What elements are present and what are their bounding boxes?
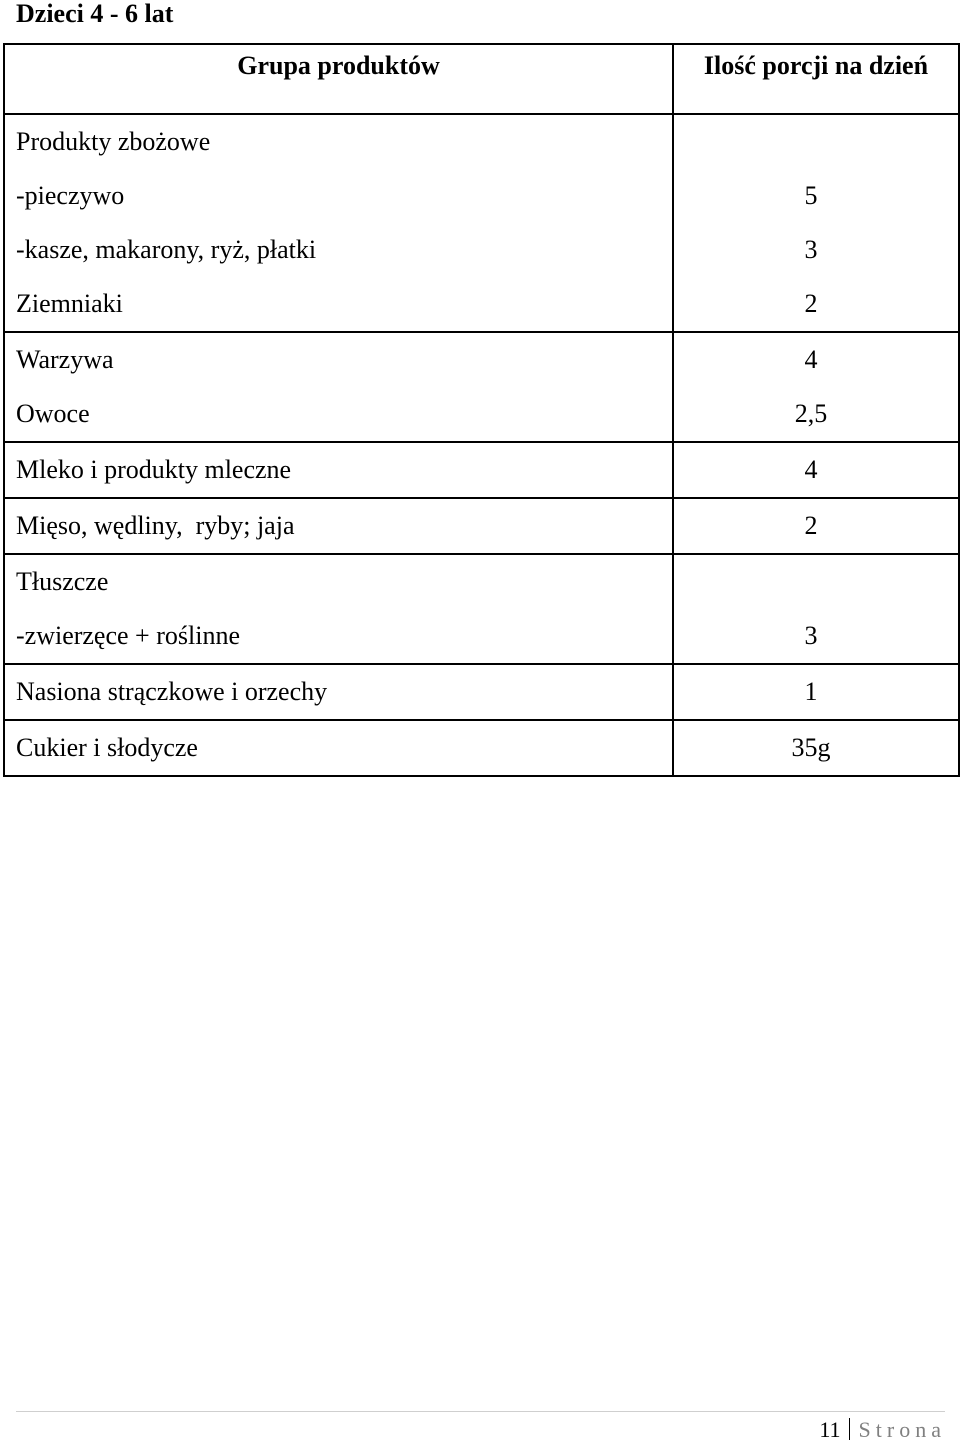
product-group-cell	[4, 332, 673, 442]
product-group-cell	[4, 554, 673, 664]
table-row	[4, 332, 959, 442]
portion-value: 2,5	[794, 399, 828, 428]
table-row	[4, 114, 959, 332]
page-number: 11	[819, 1417, 841, 1442]
portions-cell	[673, 498, 959, 554]
product-group-cell	[4, 498, 673, 554]
portion-value	[674, 555, 958, 609]
product-name: Cukier i słodycze	[16, 733, 198, 762]
product-name: -pieczywo	[16, 181, 125, 210]
page-heading: Dzieci 4 - 6 lat	[16, 0, 174, 28]
portion-value	[674, 115, 958, 169]
product-name: Tłuszcze	[16, 567, 109, 596]
portion-value: 3	[804, 621, 818, 650]
portions-cell	[673, 114, 959, 332]
portion-value: 1	[804, 677, 818, 706]
product-name: Produkty zbożowe	[16, 127, 211, 156]
portions-table	[3, 43, 960, 777]
table-header-row	[4, 44, 959, 114]
portions-cell	[673, 554, 959, 664]
product-name: Mięso, wędliny, ryby; jaja	[16, 511, 295, 540]
portion-value: 2	[804, 289, 818, 318]
product-group-cell	[4, 442, 673, 498]
portion-value: 3	[804, 235, 818, 264]
header-product-group: Grupa produktów	[4, 44, 673, 114]
portions-cell	[673, 664, 959, 720]
product-group-cell	[4, 720, 673, 776]
product-group-cell	[4, 664, 673, 720]
product-name: Owoce	[16, 399, 90, 428]
portion-value: 2	[804, 511, 818, 540]
product-name: -zwierzęce + roślinne	[16, 621, 240, 650]
footer-separator	[849, 1418, 850, 1440]
product-name: Warzywa	[16, 345, 114, 374]
portion-value: 35g	[791, 733, 831, 762]
table-row	[4, 498, 959, 554]
portions-cell	[673, 332, 959, 442]
table-row	[4, 720, 959, 776]
product-name: -kasze, makarony, ryż, płatki	[16, 235, 317, 264]
footer-divider	[16, 1411, 945, 1412]
header-portions-per-day: Ilość porcji na dzień	[673, 44, 959, 114]
product-name: Nasiona strączkowe i orzechy	[16, 677, 328, 706]
page-word: Strona	[858, 1417, 946, 1442]
product-name: Mleko i produkty mleczne	[16, 455, 292, 484]
portion-value: 5	[804, 181, 818, 210]
portion-value: 4	[804, 455, 818, 484]
portions-cell	[673, 442, 959, 498]
portions-cell	[673, 720, 959, 776]
table-row	[4, 664, 959, 720]
page-footer	[819, 1415, 946, 1445]
table-row	[4, 554, 959, 664]
portion-value: 4	[804, 345, 818, 374]
product-group-cell	[4, 114, 673, 332]
product-name: Ziemniaki	[16, 289, 123, 318]
table-row	[4, 442, 959, 498]
